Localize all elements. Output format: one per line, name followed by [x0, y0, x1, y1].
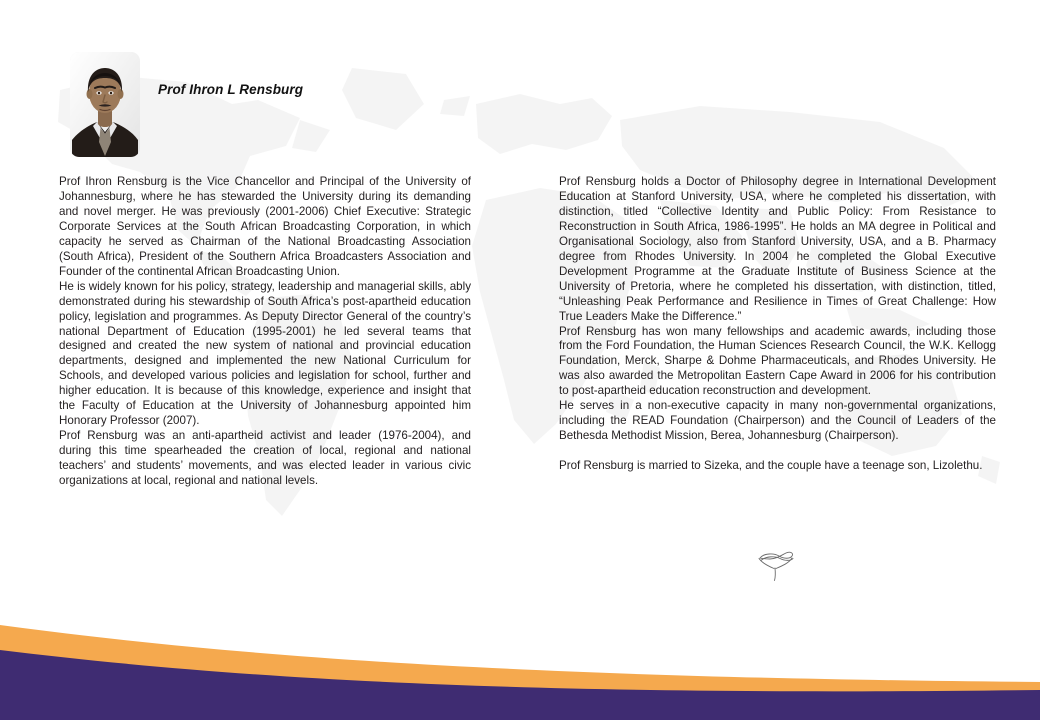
portrait-photo: [70, 52, 140, 157]
right-paragraph-2: Prof Rensburg has won many fellowships and academic awards, including those from the Ford Foundation, the Human Sciences Research Council, the W.K. Kellogg Foundation, Merck, Sharpe & Dohme Pharmaceuticals, and Rhodes University. He was also awarded the Metropolitan Eastern Cape Award in 2006 for his contribution to post-apartheid education reconstruction and development.: [559, 324, 996, 398]
footer-banner: [0, 600, 1040, 720]
right-paragraph-4: Prof Rensburg is married to Sizeka, and the couple have a teenage son, Lizolethu.: [559, 459, 983, 473]
document-header: [0, 0, 1040, 165]
right-column: [559, 175, 996, 474]
page-title: Prof Ihron L Rensburg: [158, 82, 304, 97]
left-paragraph-3: Prof Rensburg was an anti-apartheid activist and leader (1976-2004), and during this time spearheaded the creation of local, regional and national teachers’ and students’ movements, and was elected leader in various civic organizations at local, regional and national levels.: [59, 429, 471, 488]
ribbon-flourish-icon: [752, 546, 800, 582]
right-paragraph-3: He serves in a non-executive capacity in many non-governmental organizations, including the READ Foundation (Chairperson) and the Council of Leaders of the Bethesda Methodist Mission, Berea, Johannesburg (Chairperson).: [559, 399, 996, 443]
left-paragraph-2: He is widely known for his policy, strategy, leadership and managerial skills, ably demonstrated during his stewardship of South Africa’s post-apartheid education policy, legislation and programmes. As Deputy Director General of the country’s national Department of Education (1995-2001) he led several teams that designed and created the new system of national and provincial education departments, designed and implemented the new National Curriculum for Schools, and developed various policies and legislation for school, further and higher education. It is because of this knowledge, experience and insight that the Faculty of Education at the University of Johannesburg appointed him Honorary Professor (2007).: [59, 279, 471, 428]
right-paragraph-1: Prof Rensburg holds a Doctor of Philosophy degree in International Development Education at Stanford University, USA, where he completed his dissertation, with distinction, titled “Collective Identity and Public Policy: From Resistance to Reconstruction in South Africa, 1986-1995”. He holds an MA degree in Political and Organisational Sociology, also from Stanford University, USA, and a B. Pharmacy degree from Rhodes University. In 2004 he completed the Global Executive Development Programme at the Graduate Institute of Business Science at the University of Pretoria, where he completed his dissertation, with distinction, titled, “Unleashing Peak Performance and Resilience in Times of Great Challenge: How True Leaders Make the Difference.”: [559, 175, 996, 323]
left-column: [59, 175, 471, 489]
left-paragraph-1: Prof Ihron Rensburg is the Vice Chancellor and Principal of the University of Johannesburg, where he has stewarded the University during its demanding and novel merger. He was previously (2001-2006) Chief Executive: Strategic Corporate Services at the South African Broadcasting Corporation, in which capacity he served as Chairman of the National Broadcasting Association (South Africa), President of the Southern Africa Broadcasters Association and Founder of the continental African Broadcasting Union.: [59, 175, 471, 278]
